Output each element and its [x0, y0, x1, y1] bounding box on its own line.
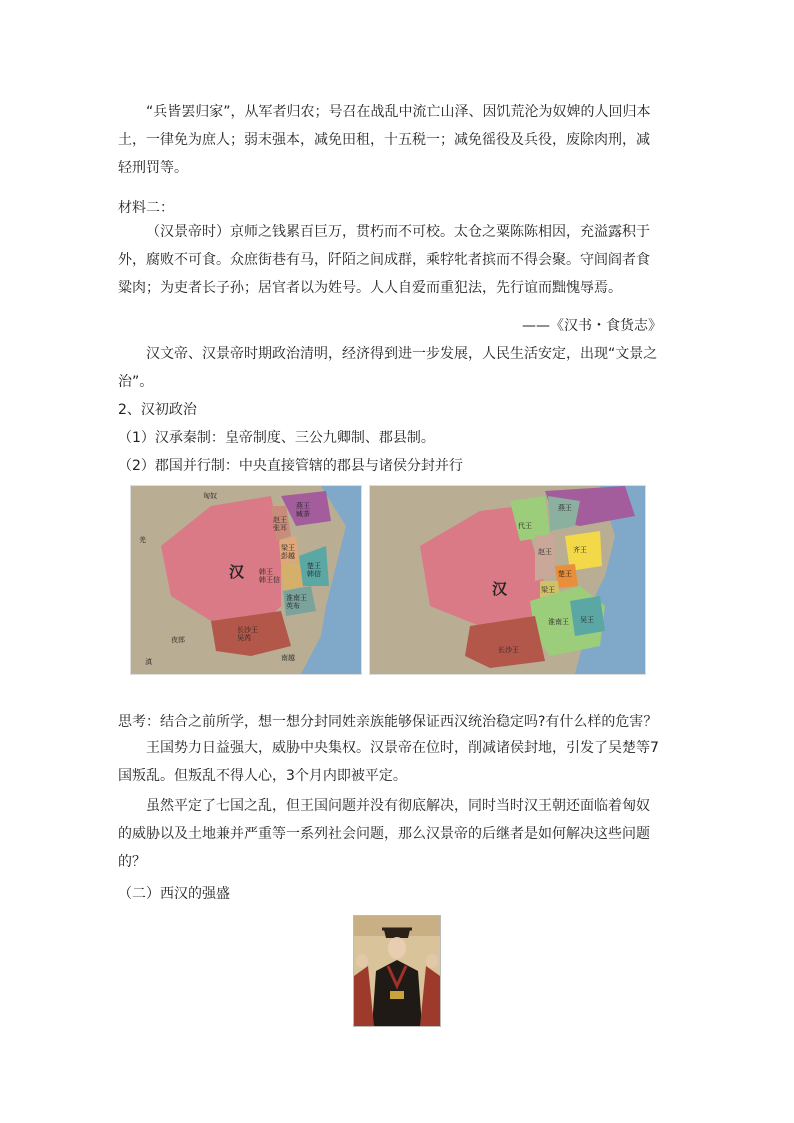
paragraph-seven-states: 王国势力日益强大，威胁中央集权。汉景帝在位时，削减诸侯封地，引发了吴楚等7国叛乱。但叛乱不得人心，3个月内即被平定。: [118, 740, 659, 784]
section-western-han-prosperity: （二）西汉的强盛: [118, 886, 230, 902]
paragraph-problems: 虽然平定了七国之乱，但王国问题并没有彻底解决，同时当时汉王朝还面临着匈奴的威胁以及土地兼并严重等一系列社会问题，那么汉景帝的后继者是如何解决这些问题的？: [118, 798, 650, 870]
map-right-label-huainan: 淮南王: [548, 618, 569, 626]
section-early-han-politics: 2、汉初政治: [118, 402, 197, 418]
think-question: 思考：结合之前所学，想一想分封同姓亲族能够保证西汉统治稳定吗?有什么样的危害？: [118, 714, 658, 730]
map-left-label-hann: 韩王 韩王信: [259, 568, 280, 584]
quote-source: ——《汉书・食货志》: [522, 318, 662, 334]
map-early-han-tongxing: [369, 485, 646, 675]
map-left-label-s1: 南越: [281, 654, 295, 662]
map-right-label-qi: 齐王: [573, 546, 587, 554]
map-left-label-zhao: 赵王 张耳: [273, 516, 287, 532]
map-left-label-liang: 梁王 彭越: [281, 544, 295, 560]
map-left-label-sw: 夜郎: [171, 636, 185, 644]
map-right-label-chu: 楚王: [558, 570, 572, 578]
map-left-label-north: 匈奴: [203, 492, 217, 500]
map-left-label-s2: 滇: [145, 658, 152, 666]
list-item-1: （1）汉承秦制：皇帝制度、三公九卿制、郡县制。: [118, 430, 435, 446]
map-left-graphic: [131, 486, 361, 674]
map-left-label-huainan: 淮南王 英布: [286, 594, 307, 610]
map-right-label-liang: 梁王: [541, 586, 555, 594]
map-left-label-chu: 楚王 韩信: [307, 562, 321, 578]
map-right-label-changsha: 长沙王: [498, 646, 519, 654]
map-left-label-yan: 燕王 臧荼: [296, 502, 310, 518]
paragraph-wenjing: 汉文帝、汉景帝时期政治清明，经济得到进一步发展，人民生活安定，出现“文景之治”。: [118, 346, 658, 390]
map-right-han-label: 汉: [492, 580, 508, 598]
map-right-label-wu: 吴王: [580, 616, 594, 624]
map-early-han-yixing: [130, 485, 362, 675]
map-left-label-west: 羌: [139, 536, 146, 544]
material2-title: 材料二：: [118, 200, 174, 216]
portrait-graphic: [354, 916, 440, 1026]
map-right-label-yan: 燕王: [558, 504, 572, 512]
map-left-label-changsha: 长沙王 吴芮: [237, 626, 258, 642]
emperor-portrait-image: [353, 915, 441, 1027]
map-left-han-label: 汉: [229, 563, 245, 581]
paragraph-policies: “兵皆罢归家”，从军者归农；号召在战乱中流亡山泽、因饥荒沦为奴婢的人回归本土，一律免为庶人；弱末强本，减免田租，十五税一；减免徭役及兵役，废除肉刑，减轻刑罚等。: [118, 104, 651, 176]
map-right-label-dai: 代王: [518, 522, 532, 530]
map-right-label-zhao: 赵王: [538, 548, 552, 556]
list-item-2: （2）郡国并行制：中央直接管辖的郡县与诸侯分封并行: [118, 458, 463, 474]
quote-hanshu: （汉景帝时）京师之钱累百巨万，贯朽而不可校。太仓之粟陈陈相因，充溢露积于外，腐败不可食。众庶街巷有马，阡陌之间成群，乘牸牝者摈而不得会聚。守闾阎者食粱肉；为吏者长子孙；居官者以为姓号。人人自爱而重犯法，先行谊而黜愧辱焉。: [118, 224, 650, 296]
